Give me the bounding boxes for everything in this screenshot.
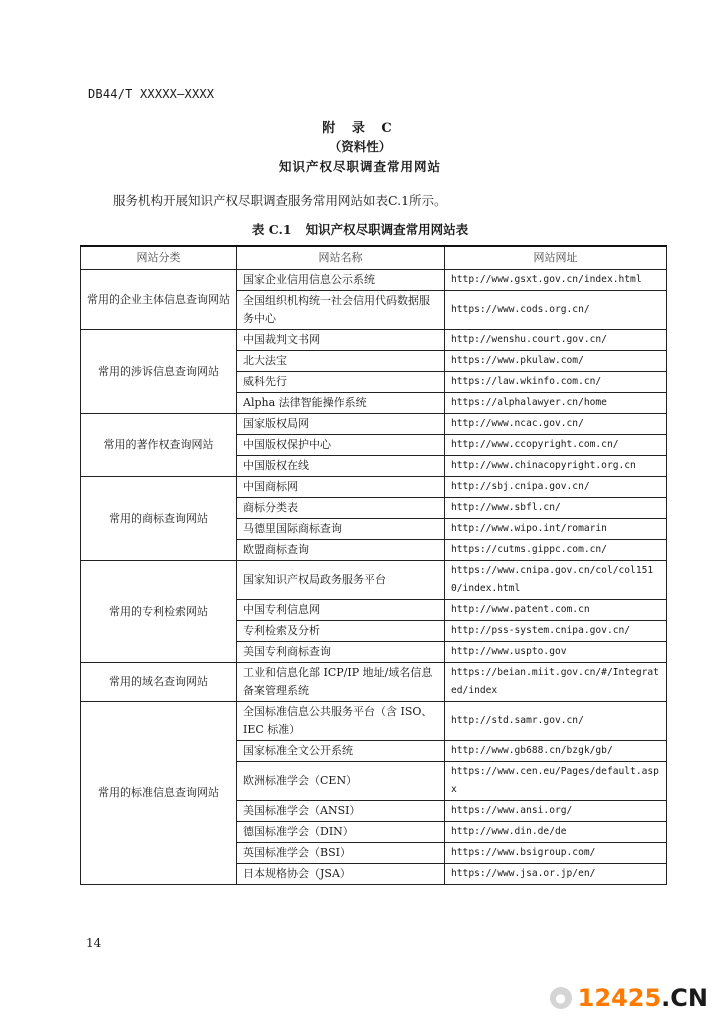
site-name-cell: 专利检索及分析	[237, 621, 445, 642]
category-cell: 常用的商标查询网站	[81, 477, 237, 561]
site-url-cell: https://cutms.gippc.com.cn/	[445, 540, 667, 561]
site-url-cell: http://www.ccopyright.com.cn/	[445, 435, 667, 456]
site-name-cell: 中国版权保护中心	[237, 435, 445, 456]
category-cell: 常用的标准信息查询网站	[81, 702, 237, 885]
category-cell: 常用的涉诉信息查询网站	[81, 330, 237, 414]
site-url-cell: http://std.samr.gov.cn/	[445, 702, 667, 741]
site-name-cell: 工业和信息化部 ICP/IP 地址/域名信息备案管理系统	[237, 663, 445, 702]
site-name-cell: 德国标准学会（DIN）	[237, 822, 445, 843]
site-url-cell: http://wenshu.court.gov.cn/	[445, 330, 667, 351]
site-name-cell: Alpha 法律智能操作系统	[237, 393, 445, 414]
site-name-cell: 美国标准学会（ANSI）	[237, 801, 445, 822]
site-url-cell: http://www.ncac.gov.cn/	[445, 414, 667, 435]
site-url-cell: https://www.cen.eu/Pages/default.aspx	[445, 762, 667, 801]
site-url-cell: https://www.jsa.or.jp/en/	[445, 864, 667, 885]
table-caption	[0, 220, 720, 238]
site-url-cell: https://www.cnipa.gov.cn/col/col1510/index.html	[445, 561, 667, 600]
site-name-cell: 中国商标网	[237, 477, 445, 498]
category-cell: 常用的著作权查询网站	[81, 414, 237, 477]
header-site-url: 网站网址	[445, 246, 667, 270]
watermark-suffix: .CN	[661, 984, 708, 1012]
table-header-row	[81, 246, 667, 270]
site-name-cell: 北大法宝	[237, 351, 445, 372]
table-caption-title: 知识产权尽职调查常用网站表	[305, 222, 469, 237]
page-number: 14	[86, 936, 102, 950]
document-code: DB44/T XXXXX—XXXX	[88, 87, 215, 101]
intro-paragraph: 服务机构开展知识产权尽职调查服务常用网站如表C.1所示。	[113, 193, 447, 208]
site-url-cell: https://www.cods.org.cn/	[445, 291, 667, 330]
site-name-cell: 国家版权局网	[237, 414, 445, 435]
site-name-cell: 美国专利商标查询	[237, 642, 445, 663]
site-url-cell: https://law.wkinfo.com.cn/	[445, 372, 667, 393]
watermark-logo	[578, 984, 708, 1012]
site-name-cell: 国家企业信用信息公示系统	[237, 270, 445, 291]
site-url-cell: http://www.patent.com.cn	[445, 600, 667, 621]
site-name-cell: 国家知识产权局政务服务平台	[237, 561, 445, 600]
site-name-cell: 威科先行	[237, 372, 445, 393]
table-row	[81, 330, 667, 351]
watermark	[550, 984, 708, 1012]
site-url-cell: http://www.gb688.cn/bzgk/gb/	[445, 741, 667, 762]
site-name-cell: 日本规格协会（JSA）	[237, 864, 445, 885]
header-category: 网站分类	[81, 246, 237, 270]
site-name-cell: 中国专利信息网	[237, 600, 445, 621]
site-url-cell: http://www.chinacopyright.org.cn	[445, 456, 667, 477]
appendix-title: 知识产权尽职调查常用网站	[278, 159, 441, 174]
site-name-cell: 全国组织机构统一社会信用代码数据服务中心	[237, 291, 445, 330]
site-url-cell: http://www.sbfl.cn/	[445, 498, 667, 519]
site-url-cell: http://www.din.de/de	[445, 822, 667, 843]
wechat-icon: ●	[550, 987, 572, 1009]
site-name-cell: 英国标准学会（BSI）	[237, 843, 445, 864]
site-name-cell: 欧盟商标查询	[237, 540, 445, 561]
site-url-cell: http://sbj.cnipa.gov.cn/	[445, 477, 667, 498]
site-name-cell: 中国裁判文书网	[237, 330, 445, 351]
watermark-digits: 12425	[577, 984, 662, 1012]
table-row	[81, 477, 667, 498]
site-name-cell: 商标分类表	[237, 498, 445, 519]
table-row	[81, 270, 667, 291]
table-caption-number: 表 C.1	[251, 222, 292, 237]
site-name-cell: 全国标准信息公共服务平台（含 ISO、IEC 标准）	[237, 702, 445, 741]
appendix-nature: （资料性）	[328, 139, 392, 154]
site-url-cell: https://www.ansi.org/	[445, 801, 667, 822]
category-cell: 常用的专利检索网站	[81, 561, 237, 663]
site-name-cell: 中国版权在线	[237, 456, 445, 477]
site-url-cell: http://www.uspto.gov	[445, 642, 667, 663]
site-name-cell: 欧洲标准学会（CEN）	[237, 762, 445, 801]
site-url-cell: https://www.pkulaw.com/	[445, 351, 667, 372]
site-url-cell: https://alphalawyer.cn/home	[445, 393, 667, 414]
site-url-cell: http://www.wipo.int/romarin	[445, 519, 667, 540]
table-row	[81, 561, 667, 600]
category-cell: 常用的企业主体信息查询网站	[81, 270, 237, 330]
table-body	[81, 270, 667, 885]
site-name-cell: 马德里国际商标查询	[237, 519, 445, 540]
table-row	[81, 702, 667, 741]
header-site-name: 网站名称	[237, 246, 445, 270]
table-row	[81, 663, 667, 702]
site-url-cell: https://beian.miit.gov.cn/#/Integrated/index	[445, 663, 667, 702]
appendix-label: 附 录 C	[322, 121, 398, 136]
site-url-cell: http://pss-system.cnipa.gov.cn/	[445, 621, 667, 642]
websites-table	[80, 245, 667, 885]
table-row	[81, 414, 667, 435]
site-url-cell: http://www.gsxt.gov.cn/index.html	[445, 270, 667, 291]
site-name-cell: 国家标准全文公开系统	[237, 741, 445, 762]
site-url-cell: https://www.bsigroup.com/	[445, 843, 667, 864]
category-cell: 常用的域名查询网站	[81, 663, 237, 702]
